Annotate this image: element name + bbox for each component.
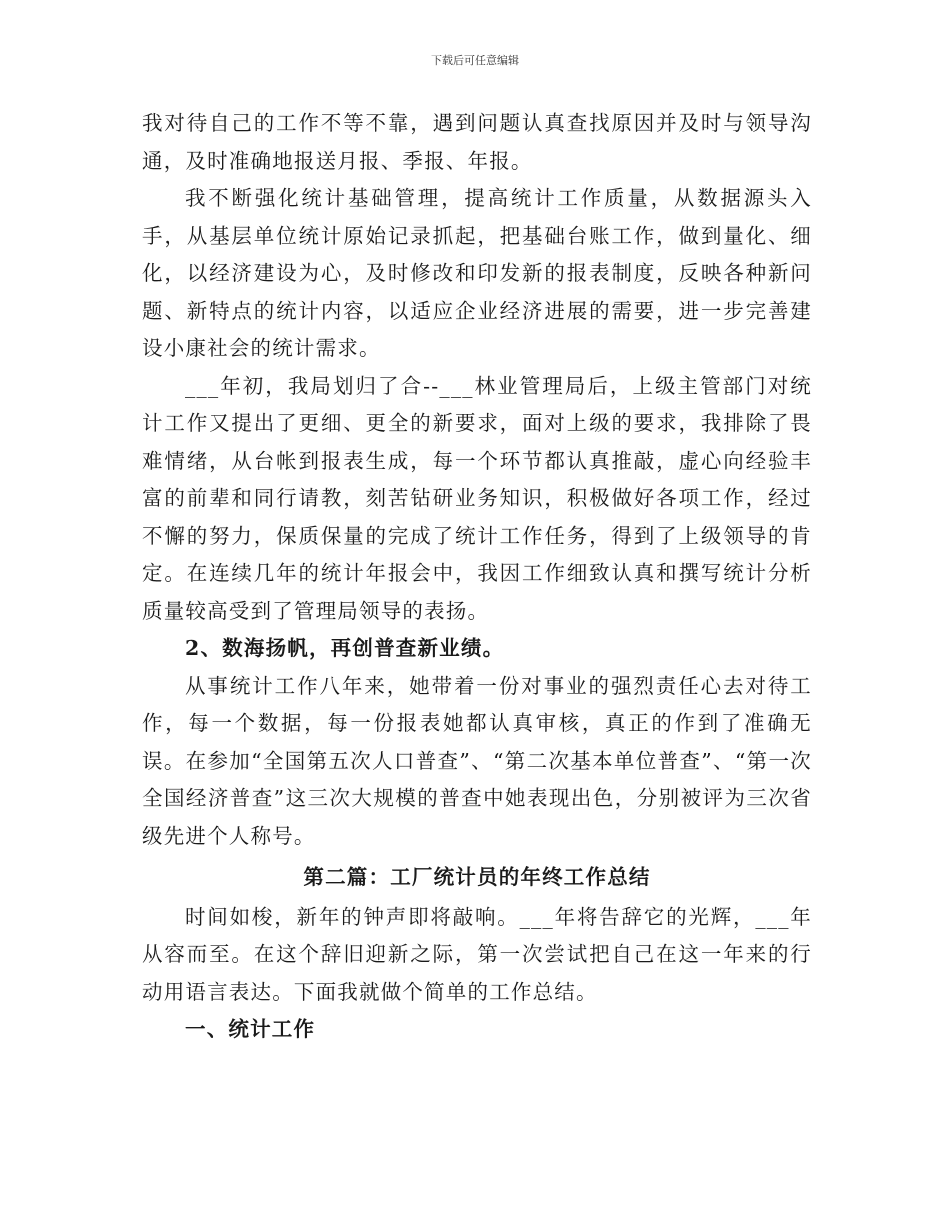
section-heading-statistics-work: 一、统计工作 [185,1017,316,1041]
paragraph-intro: 时间如梭，新年的钟声即将敲响。___年将告辞它的光辉，___年从容而至。在这个辞旧迎新之际，第一次尝试把自己在这一年来的行动用语言表达。下面我就做个简单的工作总结。 [142,904,812,1004]
page-header: 下载后可任意编辑 [431,54,519,67]
section-heading-census: 2、数海扬帆，再创普查新业绩。 [185,636,505,660]
chapter-title: 第二篇：工厂统计员的年终工作总结 [303,865,651,889]
paragraph-continuation: 我对待自己的工作不等不靠，遇到问题认真查找原因并及时与领导沟通，及时准确地报送月报、季报、年报。 [142,111,812,173]
paragraph-census-work: 从事统计工作八年来，她带着一份对事业的强烈责任心去对待工作，每一个数据，每一份报表她都认真审核，真正的作到了准确无误。在参加“全国第五次人口普查”、“第二次基本单位普查”、“第一次全国经济普查”这三次大规模的普查中她表现出色，分别被评为三次省级先进个人称号。 [142,673,812,848]
paragraph-statistics-management: 我不断强化统计基础管理，提高统计工作质量，从数据源头入手，从基层单位统计原始记录抓起，把基础台账工作，做到量化、细化，以经济建设为心，及时修改和印发新的报表制度，反映各种新问题、新特点的统计内容，以适应企业经济进展的需要，进一步完善建设小康社会的统计需求。 [142,186,812,360]
paragraph-new-requirements: ___年初，我局划归了合--___林业管理局后，上级主管部门对统计工作又提出了更细、更全的新要求，面对上级的要求，我排除了畏难情绪，从台帐到报表生成，每一个环节都认真推敲，虚心向经验丰富的前辈和同行请教，刻苦钻研业务知识，积极做好各项工作，经过不懈的努力，保质保量的完成了统计工作任务，得到了上级领导的肯定。在连续几年的统计年报会中，我因工作细致认真和撰写统计分析质量较高受到了管理局领导的表扬。 [142,373,812,623]
document-body [142,105,812,1049]
